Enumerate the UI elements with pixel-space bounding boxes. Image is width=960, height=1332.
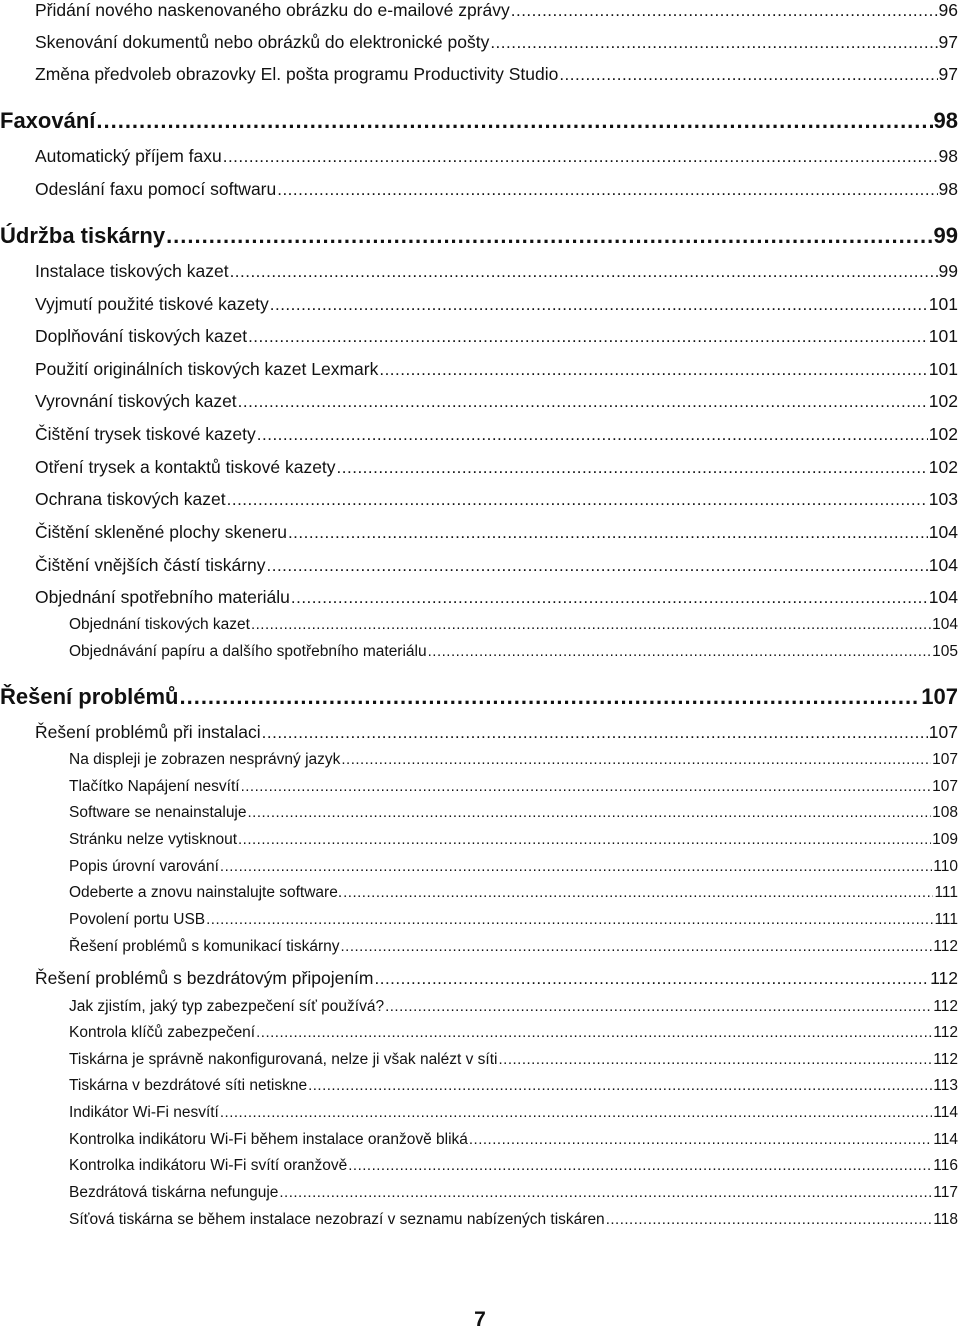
toc-subentry[interactable] — [69, 884, 958, 902]
toc-leader-dots — [270, 295, 928, 315]
toc-entry-title: Změna předvoleb obrazovky El. pošta programu Productivity Studio — [35, 64, 559, 84]
toc-subentry[interactable] — [69, 643, 958, 661]
toc-leader-dots — [267, 556, 928, 576]
toc-entry-title: Čištění vnějších částí tiskárny — [35, 555, 266, 575]
toc-subentry[interactable] — [69, 1131, 958, 1149]
toc-leader-dots — [337, 458, 928, 478]
toc-subentry[interactable] — [69, 998, 958, 1016]
toc-entry-page: 112 — [930, 968, 958, 988]
toc-entry-title: Čištění trysek tiskové kazety — [35, 424, 256, 444]
toc-subentry[interactable] — [69, 804, 958, 822]
toc-entry[interactable] — [35, 968, 958, 989]
toc-subentry-title: Řešení problémů s komunikací tiskárny — [69, 938, 340, 955]
toc-entry-page: 103 — [928, 489, 958, 509]
toc-subentry-page: 114 — [933, 1131, 958, 1148]
toc-subentry[interactable] — [69, 1024, 958, 1042]
toc-leader-dots — [308, 1077, 932, 1094]
toc-leader-dots — [606, 1211, 933, 1228]
toc-entry-page: 97 — [938, 64, 958, 84]
toc-subentry-title: Objednání tiskových kazet — [69, 616, 250, 633]
toc-subentry[interactable] — [69, 1211, 958, 1229]
toc-subentry[interactable] — [69, 751, 958, 769]
toc-subentry-title: Tlačítko Napájení nesvítí — [69, 778, 240, 795]
toc-leader-dots — [256, 1024, 932, 1041]
toc-entry-page: 96 — [938, 0, 958, 20]
toc-subentry-title: Objednávání papíru a dalšího spotřebního materiálu — [69, 643, 427, 660]
toc-leader-dots — [220, 858, 932, 875]
toc-entry-page: 104 — [928, 587, 958, 607]
toc-leader-dots — [348, 1157, 932, 1174]
toc-leader-dots — [511, 1, 938, 21]
toc-entry[interactable] — [35, 522, 958, 543]
toc-subentry-page: 108 — [932, 804, 958, 821]
toc-leader-dots — [96, 108, 932, 134]
toc-subentry-title: Popis úrovní varování — [69, 858, 219, 875]
toc-chapter-title: Řešení problémů — [0, 684, 179, 709]
toc-entry[interactable] — [35, 555, 958, 576]
toc-subentry-page: 112 — [933, 998, 958, 1015]
toc-leader-dots — [375, 969, 930, 989]
toc-leader-dots — [490, 33, 937, 53]
toc-subentry-title: Tiskárna je správně nakonfigurovaná, nelze ji však nalézt v síti — [69, 1051, 498, 1068]
toc-subentry-page: 105 — [932, 643, 958, 660]
toc-entry[interactable] — [35, 179, 958, 200]
toc-entry-title: Ochrana tiskových kazet — [35, 489, 226, 509]
toc-subentry-title: Odeberte a znovu nainstalujte software. — [69, 884, 343, 901]
toc-subentry-page: 111 — [934, 911, 958, 928]
toc-subentry[interactable] — [69, 831, 958, 849]
toc-leader-dots — [428, 643, 932, 660]
toc-entry-title: Instalace tiskových kazet — [35, 261, 229, 281]
toc-subentry-title: Indikátor Wi-Fi nesvítí — [69, 1104, 219, 1121]
toc-entry[interactable] — [35, 391, 958, 412]
toc-entry[interactable] — [35, 489, 958, 510]
toc-subentry-title: Kontrolka indikátoru Wi-Fi během instalace oranžově bliká — [69, 1131, 468, 1148]
toc-entry[interactable] — [35, 326, 958, 347]
toc-subentry-page: 112 — [933, 1051, 958, 1068]
toc-leader-dots — [227, 490, 928, 510]
toc-subentry-page: 118 — [933, 1211, 958, 1228]
toc-entry[interactable] — [35, 146, 958, 167]
toc-entry-page: 102 — [928, 424, 958, 444]
toc-entry-page: 102 — [928, 457, 958, 477]
toc-leader-dots — [288, 523, 928, 543]
toc-chapter-page: 107 — [921, 684, 958, 709]
toc-leader-dots — [341, 751, 931, 768]
toc-entry-title: Automatický příjem faxu — [35, 146, 222, 166]
toc-leader-dots — [341, 938, 933, 955]
toc-entry-page: 97 — [938, 32, 958, 52]
toc-entry-page: 98 — [938, 146, 958, 166]
toc-leader-dots — [220, 1104, 932, 1121]
toc-subentry-title: Síťová tiskárna se během instalace nezobrazí v seznamu nabízených tiskáren — [69, 1211, 605, 1228]
toc-chapter[interactable] — [0, 223, 958, 249]
toc-subentry[interactable] — [69, 938, 958, 956]
toc-entry-page: 101 — [928, 294, 958, 314]
toc-entry-title: Objednání spotřebního materiálu — [35, 587, 290, 607]
toc-entry-page: 101 — [928, 326, 958, 346]
toc-entry[interactable] — [35, 359, 958, 380]
toc-subentry[interactable] — [69, 1051, 958, 1069]
toc-subentry[interactable] — [69, 1077, 958, 1095]
toc-entry-page: 104 — [928, 522, 958, 542]
toc-subentry-title: Povolení portu USB — [69, 911, 206, 928]
toc-leader-dots — [223, 147, 938, 167]
toc-entry-title: Použití originálních tiskových kazet Lexmark — [35, 359, 379, 379]
toc-leader-dots — [279, 1184, 932, 1201]
toc-subentry-title: Software se nenainstaluje — [69, 804, 247, 821]
toc-entry-title: Přidání nového naskenovaného obrázku do e-mailové zprávy — [35, 0, 510, 20]
toc-leader-dots — [206, 911, 933, 928]
toc-chapter[interactable] — [0, 684, 958, 710]
toc-leader-dots — [559, 65, 937, 85]
toc-chapter-title: Faxování — [0, 108, 96, 133]
toc-leader-dots — [248, 327, 928, 347]
toc-subentry-page: 110 — [933, 858, 958, 875]
toc-entry-page: 101 — [928, 359, 958, 379]
toc-entry[interactable] — [35, 294, 958, 315]
toc-entry[interactable] — [35, 722, 958, 743]
toc-subentry[interactable] — [69, 1157, 958, 1175]
toc-leader-dots — [343, 884, 933, 901]
toc-entry-title: Otření trysek a kontaktů tiskové kazety — [35, 457, 336, 477]
toc-subentry-title: Jak zjistím, jaký typ zabezpečení síť používá? — [69, 998, 385, 1015]
toc-leader-dots — [257, 425, 928, 445]
toc-leader-dots — [277, 180, 937, 200]
toc-subentry-title: Na displeji je zobrazen nesprávný jazyk — [69, 751, 341, 768]
toc-subentry-page: 114 — [933, 1104, 958, 1121]
toc-subentry-page: 113 — [933, 1077, 958, 1094]
toc-leader-dots — [469, 1131, 932, 1148]
toc-subentry[interactable] — [69, 858, 958, 876]
toc-entry-page: 98 — [938, 179, 958, 199]
toc-leader-dots — [179, 684, 920, 710]
toc-subentry-title: Kontrolka indikátoru Wi-Fi svítí oranžově — [69, 1157, 348, 1174]
toc-leader-dots — [498, 1051, 932, 1068]
toc-entry-title: Vyrovnání tiskových kazet — [35, 391, 237, 411]
toc-entry-page: 99 — [938, 261, 958, 281]
toc-leader-dots — [262, 723, 928, 743]
toc-subentry[interactable] — [69, 778, 958, 796]
toc-entry-title: Řešení problémů při instalaci — [35, 722, 261, 742]
toc-entry-title: Doplňování tiskových kazet — [35, 326, 248, 346]
toc-entry[interactable] — [35, 587, 958, 608]
toc-leader-dots — [241, 778, 932, 795]
toc-leader-dots — [230, 262, 938, 282]
toc-entry-title: Skenování dokumentů nebo obrázků do elektronické pošty — [35, 32, 490, 52]
toc-entry[interactable] — [35, 0, 958, 21]
toc-subentry-page: 112 — [933, 1024, 958, 1041]
toc-leader-dots — [166, 223, 932, 249]
toc-entry[interactable] — [35, 261, 958, 282]
toc-subentry-page: 116 — [933, 1157, 958, 1174]
toc-chapter-title: Údržba tiskárny — [0, 223, 166, 248]
toc-subentry[interactable] — [69, 911, 958, 929]
toc-leader-dots — [251, 616, 931, 633]
toc-entry-title: Odeslání faxu pomocí softwaru — [35, 179, 277, 199]
toc-subentry[interactable] — [69, 616, 958, 634]
toc-entry[interactable] — [35, 457, 958, 478]
toc-subentry-page: 117 — [933, 1184, 958, 1201]
page-number: 7 — [474, 1308, 486, 1331]
toc-subentry-title: Stránku nelze vytisknout — [69, 831, 238, 848]
toc-subentry-page: 107 — [932, 751, 958, 768]
toc-entry-page: 107 — [928, 722, 958, 742]
toc-entry-page: 104 — [928, 555, 958, 575]
toc-chapter-page: 98 — [933, 108, 958, 133]
toc-chapter[interactable] — [0, 108, 958, 134]
toc-subentry[interactable] — [69, 1104, 958, 1122]
toc-leader-dots — [379, 360, 927, 380]
toc-leader-dots — [238, 392, 928, 412]
toc-leader-dots — [238, 831, 931, 848]
toc-subentry-page: 107 — [932, 778, 958, 795]
toc-entry[interactable] — [35, 424, 958, 445]
toc-subentry-title: Kontrola klíčů zabezpečení — [69, 1024, 256, 1041]
toc-subentry-page: 104 — [932, 616, 958, 633]
toc-subentry-title: Tiskárna v bezdrátové síti netiskne — [69, 1077, 308, 1094]
toc-subentry[interactable] — [69, 1184, 958, 1202]
toc-entry[interactable] — [35, 32, 958, 53]
toc-entry-title: Vyjmutí použité tiskové kazety — [35, 294, 269, 314]
toc-leader-dots — [291, 588, 928, 608]
toc-leader-dots — [385, 998, 932, 1015]
toc-subentry-page: 111 — [934, 884, 958, 901]
toc-subentry-page: 109 — [932, 831, 958, 848]
toc-entry-page: 102 — [928, 391, 958, 411]
toc-leader-dots — [248, 804, 932, 821]
toc-subentry-page: 112 — [933, 938, 958, 955]
toc-entry-title: Řešení problémů s bezdrátovým připojením — [35, 968, 374, 988]
toc-chapter-page: 99 — [933, 223, 958, 248]
toc-entry-title: Čištění skleněné plochy skeneru — [35, 522, 287, 542]
toc-entry[interactable] — [35, 64, 958, 85]
toc-subentry-title: Bezdrátová tiskárna nefunguje — [69, 1184, 279, 1201]
